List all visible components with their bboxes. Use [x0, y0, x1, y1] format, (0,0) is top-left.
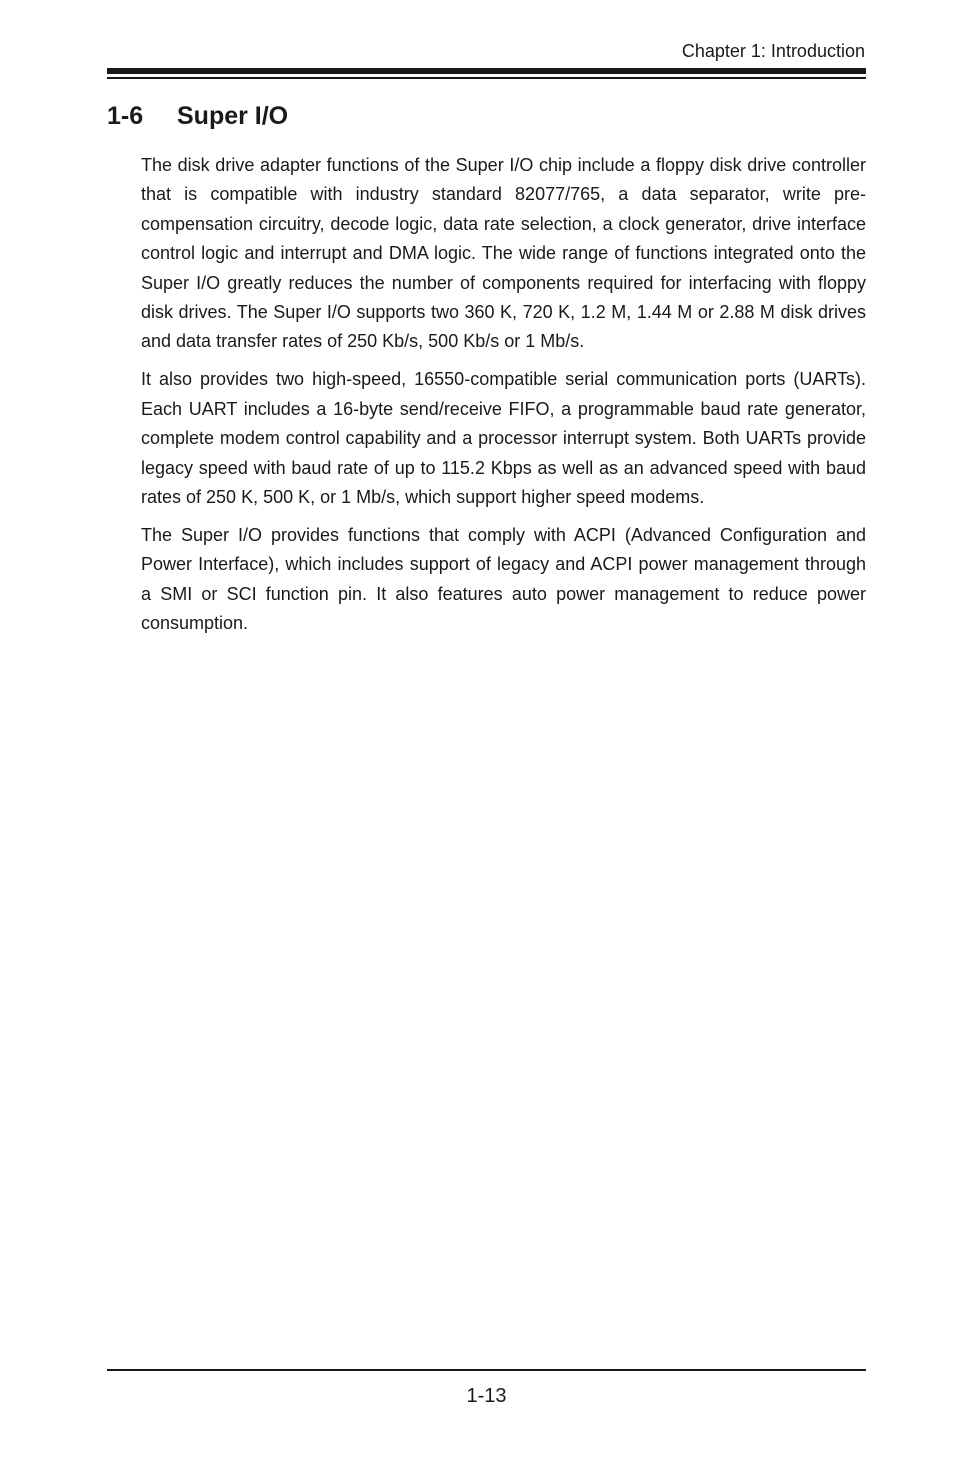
chapter-title: Chapter 1: Introduction: [681, 41, 865, 61]
header-rule-thick: [107, 68, 866, 74]
paragraph-disk-drive-adapter: The disk drive adapter functions of the Super I/O chip include a floppy disk drive controller that is compatible with industry standard 82077/765, a data separator, write pre-compensation circuitry, decode logic, data rate selection, a clock generator, drive interface control logic and interrupt and DMA logic. The wide range of functions integrated onto the Super I/O greatly reduces the number of components required for interfacing with floppy disk drives. The Super I/O supports two 360 K, 720 K, 1.2 M, 1.44 M or 2.88 M disk drives and data transfer rates of 250 Kb/s, 500 Kb/s or 1 Mb/s.: [141, 155, 866, 352]
section-body: [141, 151, 866, 647]
page-number: 1-13: [466, 1385, 507, 1407]
section-heading: [107, 100, 288, 132]
header-rule-thin: [107, 77, 866, 79]
section-title: Super I/O: [177, 102, 289, 130]
footer-rule: [107, 1369, 866, 1371]
paragraph-acpi: The Super I/O provides functions that comply with ACPI (Advanced Configuration and Power Interface), which includes support of legacy and ACPI power management through a SMI or SCI function pin. It also features auto power management to reduce power consumption.: [141, 524, 866, 634]
paragraph-serial-ports: It also provides two high-speed, 16550-compatible serial communication ports (UARTs). Each UART includes a 16-byte send/receive FIFO, a programmable baud rate generator, complete modem control capability and a processor interrupt system. Both UARTs provide legacy speed with baud rate of up to 115.2 Kbps as well as an advanced speed with baud rates of 250 K, 500 K, or 1 Mb/s, which support higher speed modems.: [141, 369, 866, 507]
section-number: 1-6: [107, 102, 144, 130]
